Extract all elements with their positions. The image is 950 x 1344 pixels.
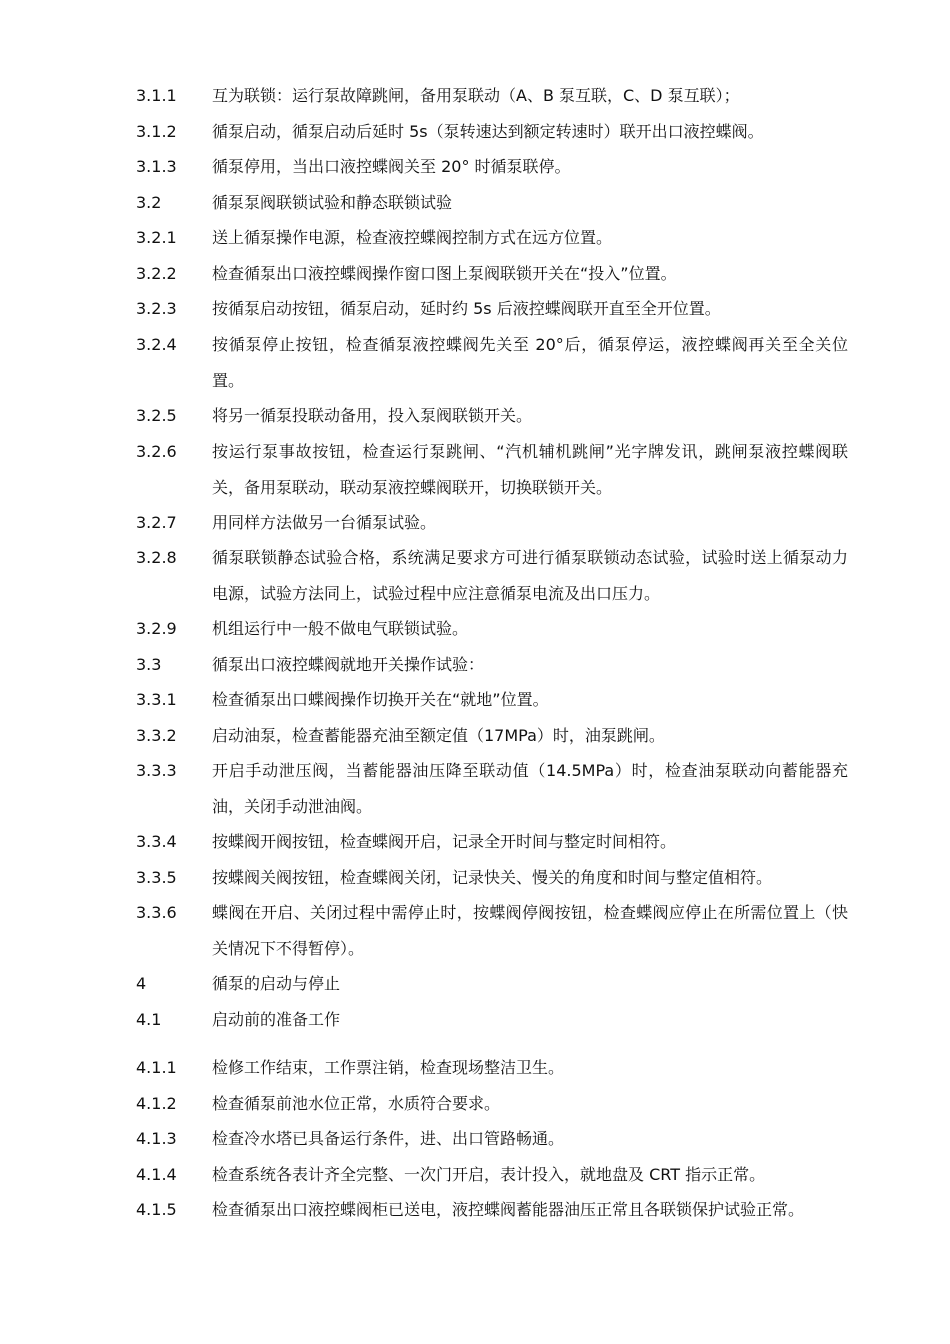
list-item — [136, 1050, 848, 1086]
list-item — [136, 1086, 848, 1122]
item-number: 3.2.5 — [136, 406, 177, 425]
list-item — [136, 682, 848, 718]
item-text: 循泵出口液控蝶阀就地开关操作试验： — [212, 655, 485, 674]
item-text: 检查循泵出口液控蝶阀柜已送电，液控蝶阀蓄能器油压正常且各联锁保护试验正常。 — [212, 1200, 805, 1219]
list-item — [136, 860, 848, 896]
item-text: 检查循泵前池水位正常，水质符合要求。 — [212, 1094, 501, 1113]
item-number: 3.2.7 — [136, 513, 177, 532]
list-item — [136, 78, 848, 114]
item-number: 3.2.6 — [136, 442, 177, 461]
item-number: 3.3.1 — [136, 690, 177, 709]
item-number: 4.1 — [136, 1010, 162, 1029]
item-number: 3.2.2 — [136, 264, 177, 283]
item-text: 按循泵启动按钮，循泵启动，延时约 5s 后液控蝶阀联开直至全开位置。 — [212, 299, 721, 318]
item-text: 检查循泵出口液控蝶阀操作窗口图上泵阀联锁开关在“投入”位置。 — [212, 264, 677, 283]
list-item — [136, 256, 848, 292]
list-item — [136, 718, 848, 754]
item-number: 3.1.2 — [136, 122, 177, 141]
list-item — [136, 434, 848, 505]
item-number: 3.3.2 — [136, 726, 177, 745]
list-item — [136, 895, 848, 966]
item-text: 循泵的启动与停止 — [212, 974, 341, 993]
chapter-heading — [136, 966, 848, 1002]
list-item — [136, 1157, 848, 1193]
list-item — [136, 149, 848, 185]
list-item — [136, 327, 848, 398]
item-text: 按循泵停止按钮，检查循泵液控蝶阀先关至 20°后，循泵停运，液控蝶阀再关至全关位置。 — [212, 335, 848, 390]
item-number: 3.3.4 — [136, 832, 177, 851]
item-text: 按蝶阀开阀按钮，检查蝶阀开启，记录全开时间与整定时间相符。 — [212, 832, 677, 851]
list-item — [136, 753, 848, 824]
item-number: 3.2.8 — [136, 548, 177, 567]
item-number: 3.1.3 — [136, 157, 177, 176]
item-text: 循泵停用，当出口液控蝶阀关至 20° 时循泵联停。 — [212, 157, 571, 176]
item-number: 3.2.4 — [136, 335, 177, 354]
item-number: 4.1.2 — [136, 1094, 177, 1113]
item-number: 4.1.5 — [136, 1200, 177, 1219]
item-number: 3.2.9 — [136, 619, 177, 638]
item-number: 4 — [136, 974, 147, 993]
item-number: 3.1.1 — [136, 86, 177, 105]
item-number: 4.1.3 — [136, 1129, 177, 1148]
item-text: 检查系统各表计齐全完整、一次门开启，表计投入，就地盘及 CRT 指示正常。 — [212, 1165, 766, 1184]
list-item — [136, 1192, 848, 1228]
list-item — [136, 398, 848, 434]
item-text: 启动前的准备工作 — [212, 1010, 341, 1029]
item-text: 蝶阀在开启、关闭过程中需停止时，按蝶阀停阀按钮，检查蝶阀应停止在所需位置上（快关情况下不得暂停）。 — [212, 903, 848, 958]
list-item — [136, 540, 848, 611]
item-text: 循泵泵阀联锁试验和静态联锁试验 — [212, 193, 453, 212]
list-item — [136, 824, 848, 860]
item-text: 检查冷水塔已具备运行条件，进、出口管路畅通。 — [212, 1129, 565, 1148]
item-number: 3.2.3 — [136, 299, 177, 318]
item-text: 检查循泵出口蝶阀操作切换开关在“就地”位置。 — [212, 690, 549, 709]
section-heading — [136, 1002, 848, 1038]
item-text: 互为联锁：运行泵故障跳闸，备用泵联动（A、B 泵互联，C、D 泵互联）； — [212, 86, 740, 105]
item-text: 机组运行中一般不做电气联锁试验。 — [212, 619, 469, 638]
item-text: 启动油泵，检查蓄能器充油至额定值（17MPa）时，油泵跳闸。 — [212, 726, 665, 745]
item-text: 送上循泵操作电源，检查液控蝶阀控制方式在远方位置。 — [212, 228, 613, 247]
list-item — [136, 611, 848, 647]
item-text: 按蝶阀关阀按钮，检查蝶阀关闭，记录快关、慢关的角度和时间与整定值相符。 — [212, 868, 773, 887]
list-item — [136, 220, 848, 256]
item-text: 循泵启动，循泵启动后延时 5s（泵转速达到额定转速时）联开出口液控蝶阀。 — [212, 122, 764, 141]
list-item — [136, 114, 848, 150]
item-number: 3.2 — [136, 193, 162, 212]
item-number: 3.2.1 — [136, 228, 177, 247]
item-number: 3.3.3 — [136, 761, 177, 780]
item-number: 3.3 — [136, 655, 162, 674]
list-item — [136, 1121, 848, 1157]
section-heading — [136, 647, 848, 683]
item-text: 用同样方法做另一台循泵试验。 — [212, 513, 437, 532]
list-item — [136, 505, 848, 541]
item-number: 3.3.6 — [136, 903, 177, 922]
item-text: 开启手动泄压阀，当蓄能器油压降至联动值（14.5MPa）时，检查油泵联动向蓄能器充油，关闭手动泄油阀。 — [212, 761, 848, 816]
item-number: 3.3.5 — [136, 868, 177, 887]
item-text: 检修工作结束，工作票注销，检查现场整洁卫生。 — [212, 1058, 565, 1077]
item-text: 将另一循泵投联动备用，投入泵阀联锁开关。 — [212, 406, 533, 425]
item-number: 4.1.4 — [136, 1165, 177, 1184]
item-text: 循泵联锁静态试验合格，系统满足要求方可进行循泵联锁动态试验，试验时送上循泵动力电源，试验方法同上，试验过程中应注意循泵电流及出口压力。 — [212, 548, 848, 603]
item-text: 按运行泵事故按钮，检查运行泵跳闸、“汽机辅机跳闸”光字牌发讯，跳闸泵液控蝶阀联关，备用泵联动，联动泵液控蝶阀联开，切换联锁开关。 — [212, 442, 848, 497]
item-number: 4.1.1 — [136, 1058, 177, 1077]
list-item — [136, 291, 848, 327]
section-heading — [136, 185, 848, 221]
